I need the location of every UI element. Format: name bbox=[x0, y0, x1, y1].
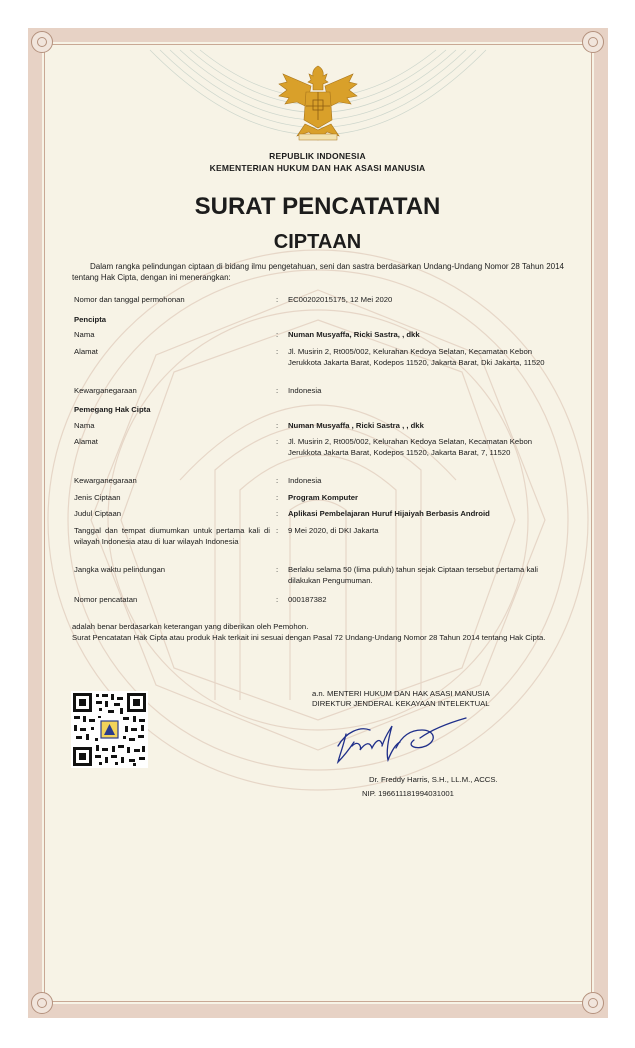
corner-ornament-icon bbox=[582, 31, 604, 53]
field-colon: : bbox=[276, 386, 279, 395]
field-colon: : bbox=[276, 347, 279, 356]
corner-ornament-icon bbox=[582, 992, 604, 1014]
field-label: Alamat bbox=[74, 347, 98, 356]
holder-section-heading: Pemegang Hak Cipta bbox=[74, 405, 151, 414]
signatory-nip: NIP. 196611181994031001 bbox=[362, 789, 454, 798]
field-value: Aplikasi Pembelajaran Huruf Hijaiyah Berbasis Android bbox=[288, 509, 490, 518]
field-label: Kewarganegaraan bbox=[74, 386, 137, 395]
field-label: Nomor pencatatan bbox=[74, 595, 138, 604]
signature-position: DIREKTUR JENDERAL KEKAYAAN INTELEKTUAL bbox=[312, 699, 490, 708]
document-subtitle: CIPTAAN bbox=[273, 231, 362, 253]
signature-on-behalf: a.n. MENTERI HUKUM DAN HAK ASASI MANUSIA bbox=[312, 689, 490, 698]
field-label: Nama bbox=[74, 421, 95, 430]
field-colon: : bbox=[276, 526, 279, 535]
closing-statement: adalah benar berdasarkan keterangan yang diberikan oleh Pemohon. bbox=[72, 622, 309, 631]
field-label: Tanggal dan tempat diumumkan untuk pertama kali di wilayah Indonesia atau di luar wilayah Indonesia bbox=[74, 526, 270, 546]
field-colon: : bbox=[276, 509, 279, 518]
garuda-emblem-icon bbox=[275, 62, 361, 144]
field-value: Numan Musyaffa, Ricki Sastra, , dkk bbox=[288, 330, 420, 339]
signature-icon bbox=[330, 712, 470, 774]
field-value: Numan Musyaffa , Ricki Sastra , , dkk bbox=[288, 421, 424, 430]
qr-code-icon[interactable] bbox=[71, 691, 148, 768]
field-colon: : bbox=[276, 595, 279, 604]
corner-ornament-icon bbox=[31, 992, 53, 1014]
field-colon: : bbox=[276, 476, 279, 485]
field-value: Indonesia bbox=[288, 386, 322, 395]
field-value: 9 Mei 2020, di DKI Jakarta bbox=[288, 526, 379, 535]
ministry-heading: KEMENTERIAN HUKUM DAN HAK ASASI MANUSIA bbox=[209, 163, 426, 173]
creator-section-heading: Pencipta bbox=[74, 315, 107, 324]
field-label: Kewarganegaraan bbox=[74, 476, 137, 485]
document-title: SURAT PENCATATAN bbox=[194, 193, 441, 220]
field-colon: : bbox=[276, 565, 279, 574]
closing-legal-basis: Surat Pencatatan Hak Cipta atau produk Hak terkait ini sesuai dengan Pasal 72 Undang-Undang Nomor 28 Tahun 2014 tentang Hak Cipta. bbox=[72, 633, 546, 642]
signatory-name: Dr. Freddy Harris, S.H., LL.M., ACCS. bbox=[369, 775, 498, 784]
field-label: Judul Ciptaan bbox=[74, 509, 122, 518]
field-value: Jl. Musirin 2, Rt005/002, Kelurahan Kedoya Selatan, Kecamatan Kebon Jerukkota Jakarta Barat, Kodepos 11520, Jakarta Barat, Dki Jakarta, 11520 bbox=[288, 347, 545, 367]
field-value: Berlaku selama 50 (lima puluh) tahun sejak Ciptaan tersebut pertama kali dilakukan Pengumuman. bbox=[288, 565, 538, 585]
field-label: Alamat bbox=[74, 437, 98, 446]
corner-ornament-icon bbox=[31, 31, 53, 53]
field-colon: : bbox=[276, 421, 279, 430]
field-label: Jangka waktu pelindungan bbox=[74, 565, 166, 574]
field-colon: : bbox=[276, 295, 279, 304]
field-colon: : bbox=[276, 437, 279, 446]
intro-paragraph: Dalam rangka pelindungan ciptaan di bidang ilmu pengetahuan, seni dan sastra berdasarkan Undang-Undang Nomor 28 Tahun 2014 tentang Hak Cipta, dengan ini menerangkan: bbox=[72, 262, 564, 282]
field-value: EC00202015175, 12 Mei 2020 bbox=[288, 295, 393, 304]
certificate-inner-border bbox=[44, 44, 592, 1002]
field-label: Nomor dan tanggal permohonan bbox=[74, 295, 185, 304]
field-value: Program Komputer bbox=[288, 493, 359, 502]
field-label: Nama bbox=[74, 330, 95, 339]
field-colon: : bbox=[276, 330, 279, 339]
field-label: Jenis Ciptaan bbox=[74, 493, 121, 502]
field-value: 000187382 bbox=[288, 595, 327, 604]
field-colon: : bbox=[276, 493, 279, 502]
field-value: Indonesia bbox=[288, 476, 322, 485]
country-heading: REPUBLIK INDONESIA bbox=[269, 151, 366, 161]
field-value: Jl. Musirin 2, Rt005/002, Kelurahan Kedoya Selatan, Kecamatan Kebon Jerukkota Jakarta Barat, Kodepos 11520, Jakarta Barat, 7, 11520 bbox=[288, 437, 533, 457]
